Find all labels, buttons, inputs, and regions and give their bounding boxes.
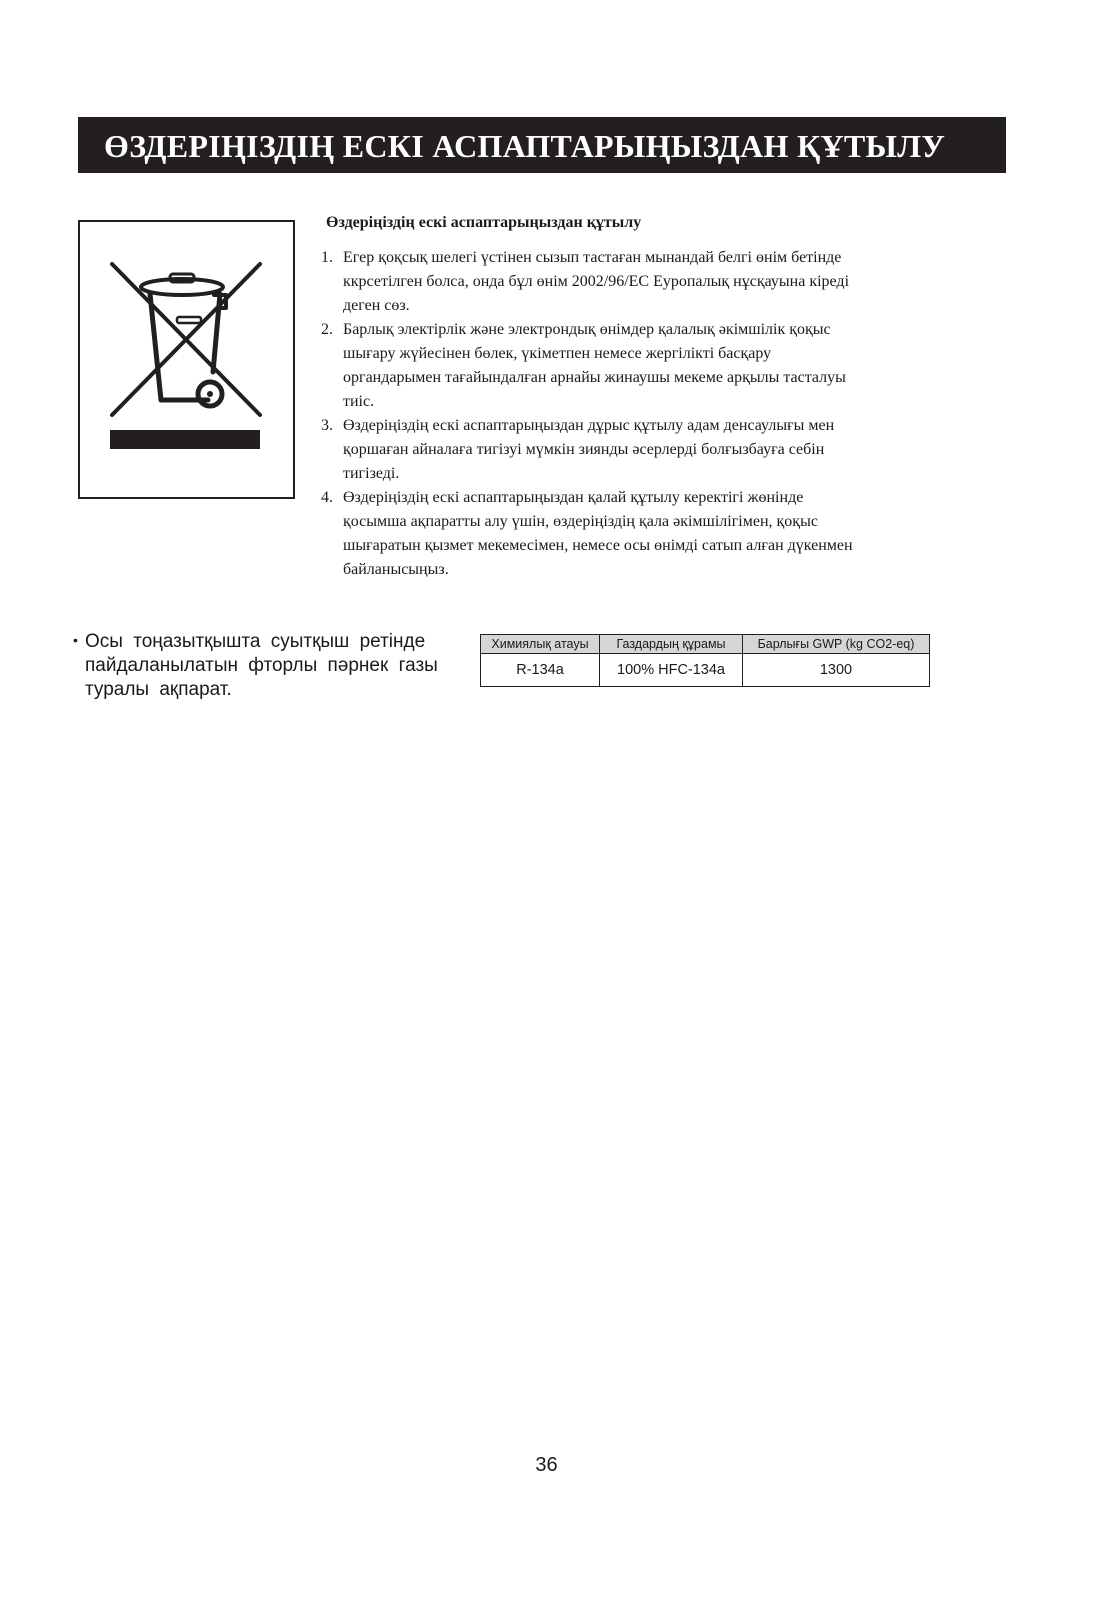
- page-title: ӨЗДЕРІҢІЗДІҢ ЕСКІ АСПАПТАРЫҢЫЗДАН ҚҰТЫЛУ: [104, 128, 946, 164]
- list-item-text: тигізеді.: [343, 465, 400, 482]
- list-item-number: 4.: [321, 489, 333, 506]
- list-item-text: шығару жүйесінен бөлек, үкіметпен немесе жергілікті басқару: [343, 345, 772, 362]
- table-row: [481, 654, 930, 687]
- list-item-text: байланысыңыз.: [343, 561, 449, 578]
- list-item-text: Өздеріңіздің ескі аспаптарыңыздан дұрыс құтылу адам денсаулығы мен: [343, 417, 835, 434]
- list-item-text: Барлық электірлік және электрондық өнімдер қалалық әкімшілік қоқыс: [343, 321, 831, 338]
- refrigerant-gas-table: [480, 634, 930, 687]
- weee-symbol-frame: [78, 220, 295, 499]
- list-item-text: ккрсетілген болса, онда бұл өнім 2002/96/EC Еуропалық нұсқауына кіреді: [343, 273, 850, 290]
- info-line: Осы тоңазытқышта суытқыш ретінде: [85, 631, 426, 652]
- list-item: [321, 246, 1011, 318]
- table-cell: 100% HFC-134a: [600, 654, 743, 687]
- table-cell: R-134a: [481, 654, 600, 687]
- refrigerant-info-text: [73, 628, 473, 702]
- list-item-number: 3.: [321, 417, 333, 434]
- list-item-text: Өздеріңіздің ескі аспаптарыңыздан қалай құтылу керектігі жөнінде: [343, 489, 804, 506]
- list-item-number: 1.: [321, 249, 333, 266]
- info-line: туралы ақпарат.: [85, 679, 232, 700]
- list-item-text: органдарымен тағайындалған арнайы жинаушы мекеме арқылы тасталуы: [343, 369, 846, 386]
- table-header-row: [481, 635, 930, 654]
- section-heading: Өздеріңіздің ескі аспаптарыңыздан құтылу: [326, 214, 642, 231]
- disposal-instructions-list: [321, 246, 1011, 582]
- column-header-total-gwp: Барлығы GWP (kg CO2-eq): [743, 635, 930, 654]
- list-item-text: қосымша ақпаратты алу үшін, өздеріңіздің қала әкімшілігімен, қоқыс: [343, 513, 818, 530]
- list-item-text: деген сөз.: [343, 297, 410, 314]
- list-item: [321, 414, 1011, 486]
- table-cell: 1300: [743, 654, 930, 687]
- info-line: пайдаланылатын фторлы пәрнек газы: [85, 655, 438, 676]
- list-item-text: шығаратын қызмет мекемесімен, немесе осы өнімді сатып алған дүкенмен: [343, 537, 853, 554]
- list-item: [321, 486, 1011, 582]
- list-item-number: 2.: [321, 321, 333, 338]
- list-item-text: Егер қоқсық шелегі үстінен сызып тастаған мынандай белгі өнім бетінде: [343, 249, 842, 266]
- column-header-gas-composition: Газдардың құрамы: [600, 635, 743, 654]
- column-header-chemical-name: Химиялық атауы: [481, 635, 600, 654]
- list-item-text: қоршаған айналаға тигізуі мүмкін зиянды әсерлерді болғызбауға себін: [343, 441, 825, 458]
- list-item-text: тиіс.: [343, 393, 375, 410]
- crossed-out-wheelie-bin-icon: [80, 222, 293, 497]
- page-number: 36: [535, 1454, 558, 1476]
- bullet-icon: •: [73, 632, 78, 648]
- page-title-bar: [78, 117, 1006, 173]
- list-item: [321, 318, 1011, 414]
